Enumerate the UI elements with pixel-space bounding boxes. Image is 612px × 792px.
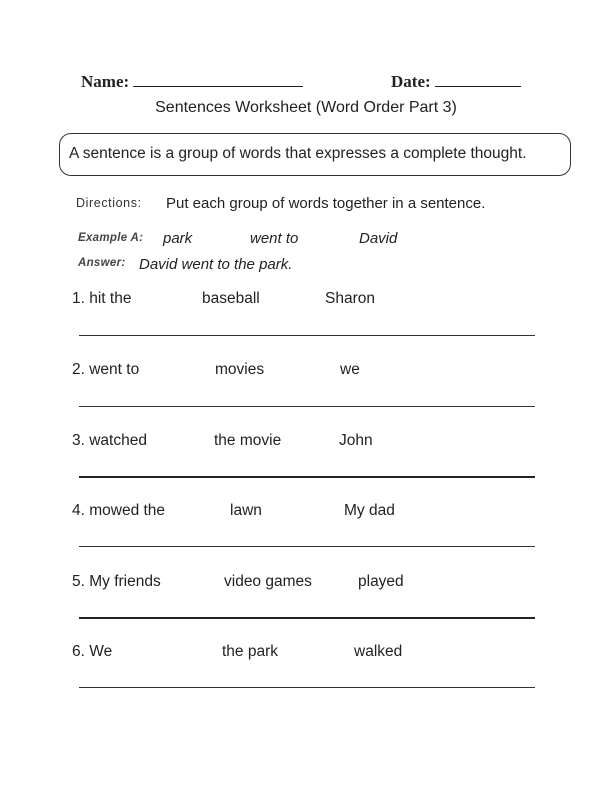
question-1-part-3: Sharon — [325, 290, 375, 307]
question-4-part-1: 4. mowed the — [72, 502, 166, 519]
definition-text: A sentence is a group of words that expresses a complete thought. — [69, 145, 527, 162]
name-label: Name: — [81, 72, 130, 91]
question-5-part-2: video games — [224, 573, 312, 590]
answer-line-6[interactable] — [79, 687, 535, 688]
example-answer: David went to the park. — [139, 256, 293, 273]
example-word: David — [359, 230, 398, 247]
question-6-part-2: the park — [222, 643, 279, 660]
question-2-part-2: movies — [215, 361, 265, 378]
answer-line-5[interactable] — [79, 617, 535, 619]
name-blank[interactable] — [133, 86, 303, 87]
answer-label: Answer: — [78, 257, 126, 269]
example-label: Example A: — [78, 232, 144, 244]
answer-line-1[interactable] — [79, 335, 535, 336]
question-4-part-3: My dad — [344, 502, 395, 519]
date-field[interactable] — [391, 72, 521, 92]
answer-line-3[interactable] — [79, 476, 535, 478]
question-6-part-3: walked — [354, 643, 403, 660]
example-word: park — [163, 230, 193, 247]
question-4-part-2: lawn — [230, 502, 262, 519]
directions-text: Put each group of words together in a sentence. — [166, 195, 486, 212]
question-1-part-2: baseball — [202, 290, 260, 307]
example-word: went to — [250, 230, 299, 247]
question-1-part-1: 1. hit the — [72, 290, 132, 307]
name-field[interactable] — [81, 72, 303, 92]
question-2-part-3: we — [340, 361, 360, 378]
question-2-part-1: 2. went to — [72, 361, 140, 378]
directions-label: Directions: — [76, 196, 142, 210]
date-blank[interactable] — [435, 86, 521, 87]
question-3-part-2: the movie — [214, 432, 282, 449]
question-6-part-1: 6. We — [72, 643, 113, 660]
answer-line-2[interactable] — [79, 406, 535, 407]
question-5-part-1: 5. My friends — [72, 573, 161, 590]
question-3-part-1: 3. watched — [72, 432, 147, 449]
question-3-part-3: John — [339, 432, 373, 449]
worksheet-title: Sentences Worksheet (Word Order Part 3) — [155, 99, 457, 116]
date-label: Date: — [391, 72, 431, 91]
question-5-part-3: played — [358, 573, 404, 590]
answer-line-4[interactable] — [79, 546, 535, 547]
definition-box — [59, 133, 571, 176]
